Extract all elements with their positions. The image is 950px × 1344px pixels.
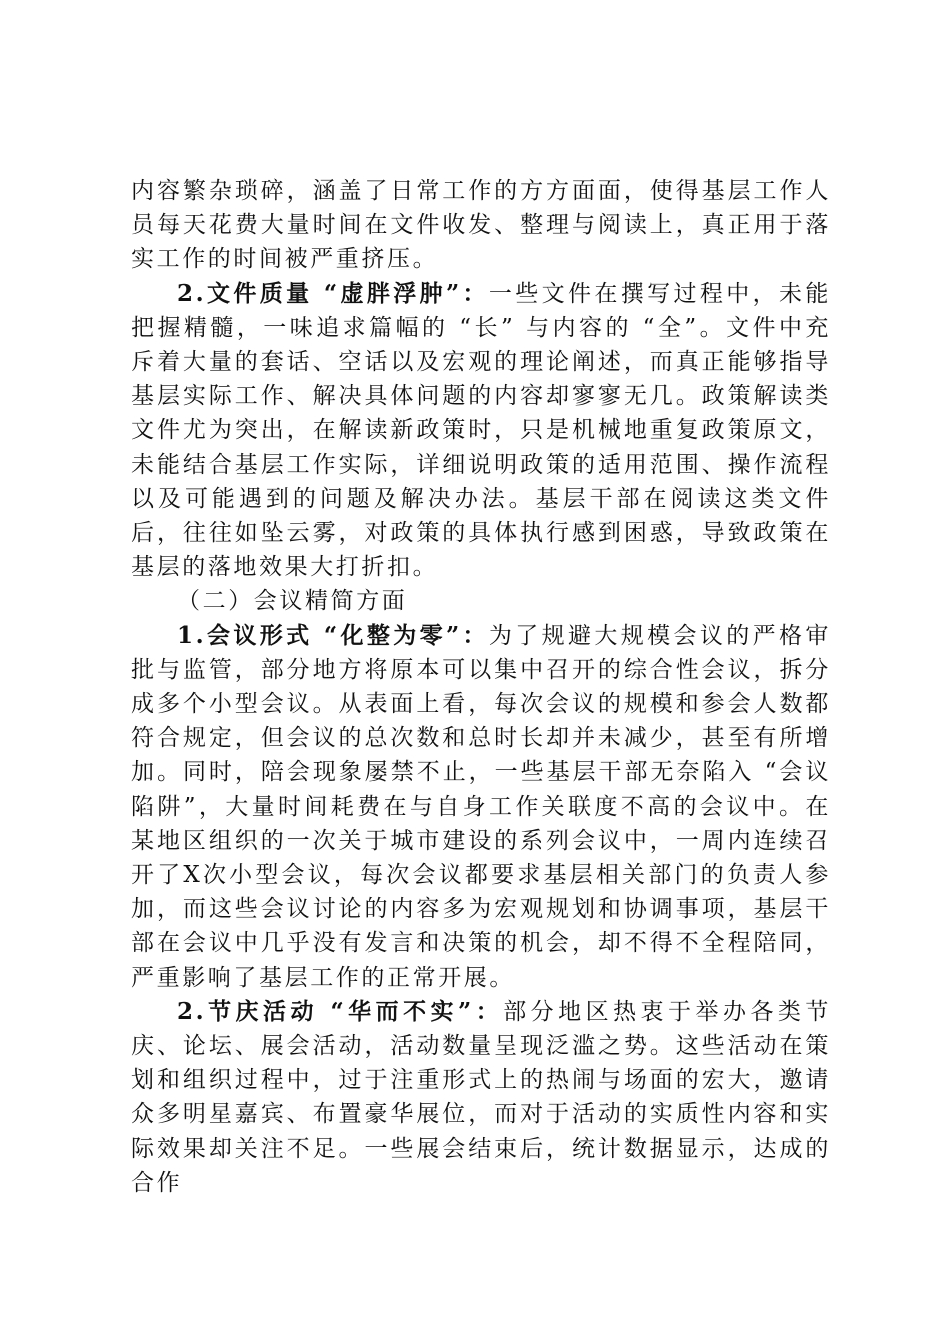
paragraph-file-quality [131, 277, 831, 585]
paragraph-meeting-form [131, 619, 831, 995]
paragraph-festival-activities [131, 995, 831, 1200]
paragraph-text: 一些文件在撰写过程中，未能把握精髓，一味追求篇幅的 “长” 与内容的 “全”。文件中充斥着大量的套话、空话以及宏观的理论阐述，而真正能够指导基层实际工作、解决具体问题的内容却寥寥无几。政策解读类文件尤为突出，在解读新政策时，只是机械地重复政策原文，未能结合基层工作实际，详细说明政策的适用范围、操作流程以及可能遇到的问题及解决办法。基层干部在阅读这类文件后，往往如坠云雾，对政策的具体执行感到困惑，导致政策在基层的落地效果大打折扣。 [131, 280, 831, 581]
paragraph-text: 为了规避大规模会议的严格审批与监管，部分地方将原本可以集中召开的综合性会议，拆分成多个小型会议。从表面上看，每次会议的规模和参会人数都符合规定，但会议的总次数和总时长却并未减少，甚至有所增加。同时，陪会现象屡禁不止，一些基层干部无奈陷入 “会议陷阱”，大量时间耗费在与自身工作关联度不高的会议中。在某地区组织的一次关于城市建设的系列会议中，一周内连续召开了X次小型会议，每次会议都要求基层相关部门的负责人参加，而这些会议讨论的内容多为宏观规划和协调事项，基层干部在会议中几乎没有发言和决策的机会，却不得不全程陪同，严重影响了基层工作的正常开展。 [131, 622, 831, 991]
paragraph-text: 部分地区热衷于举办各类节庆、论坛、展会活动，活动数量呈现泛滥之势。这些活动在策划和组织过程中，过于注重形式上的热闹与场面的宏大，邀请众多明星嘉宾、布置豪华展位，而对于活动的实质性内容和实际效果却关注不足。一些展会结束后，统计数据显示，达成的合作 [131, 998, 831, 1196]
section-heading-text: （二）会议精简方面 [177, 588, 408, 615]
section-heading-meetings [131, 584, 831, 618]
item-heading: 1.会议形式 “化整为零”： [177, 621, 489, 649]
document-body [131, 174, 831, 1200]
item-heading: 2.节庆活动 “华而不实”： [177, 997, 504, 1025]
paragraph-continuation [131, 174, 831, 277]
paragraph-text: 内容繁杂琐碎，涵盖了日常工作的方方面面，使得基层工作人员每天花费大量时间在文件收发、整理与阅读上，真正用于落实工作的时间被严重挤压。 [131, 178, 831, 273]
item-heading: 2.文件质量 “虚胖浮肿”： [177, 279, 489, 307]
